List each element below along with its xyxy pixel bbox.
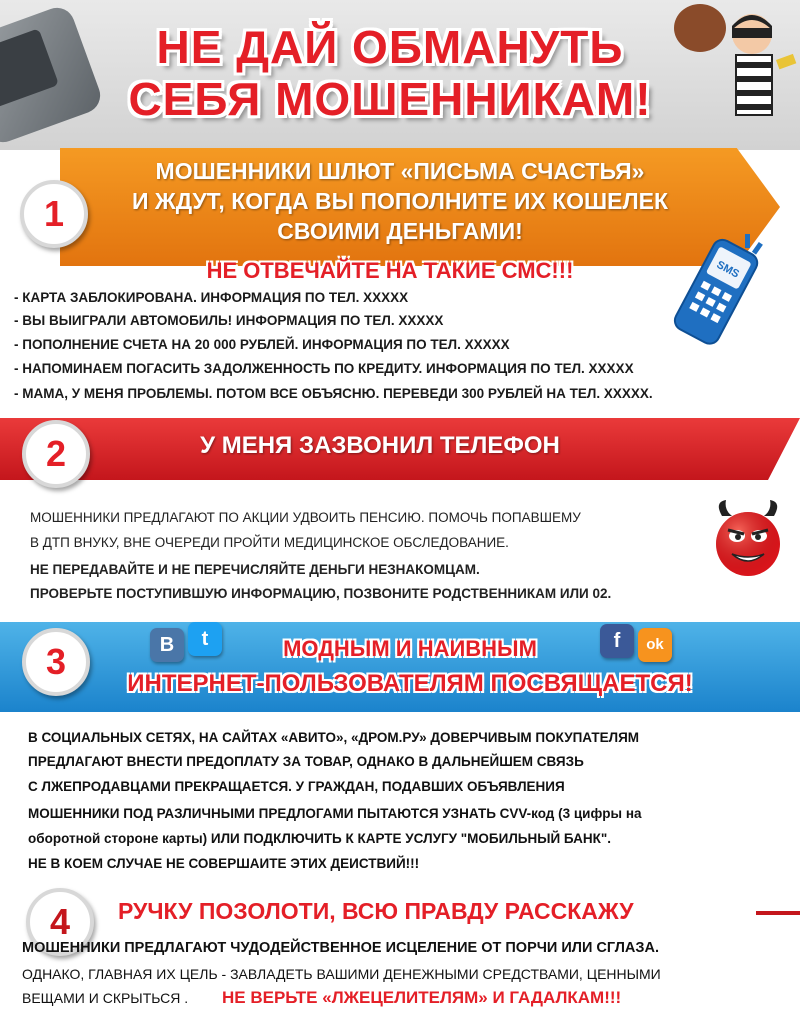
page-title-line2: СЕБЯ МОШЕННИКАМ! (128, 73, 652, 125)
section2-headline: У МЕНЯ ЗАЗВОНИЛ ТЕЛЕФОН (200, 432, 560, 459)
section3-text-line: ПРЕДЛАГАЮТ ВНЕСТИ ПРЕДОПЛАТУ ЗА ТОВАР, ОДНАКО В ДАЛЬНЕЙШЕМ СВЯЗЬ (28, 754, 584, 769)
mobile-phone-icon (665, 230, 770, 350)
section3-headline-line1: МОДНЫМ И НАИВНЫМ (283, 636, 537, 661)
sms-example: - НАПОМИНАЕМ ПОГАСИТЬ ЗАДОЛЖЕННОСТЬ ПО КРЕДИТУ. ИНФОРМАЦИЯ ПО ТЕЛ. XXXXX (14, 361, 634, 376)
sms-example: - ВЫ ВЫИГРАЛИ АВТОМОБИЛЬ! ИНФОРМАЦИЯ ПО ТЕЛ. XXXXX (14, 313, 444, 328)
section3-text2-line: МОШЕННИКИ ПОД РАЗЛИЧНЫМИ ПРЕДЛОГАМИ ПЫТАЮТСЯ УЗНАТЬ CVV-код (3 цифры на (28, 806, 642, 821)
sms-example: - ПОПОЛНЕНИЕ СЧЕТА НА 20 000 РУБЛЕЙ. ИНФОРМАЦИЯ ПО ТЕЛ. XXXXX (14, 337, 510, 352)
section2-text-line: В ДТП ВНУКУ, ВНЕ ОЧЕРЕДИ ПРОЙТИ МЕДИЦИНСКОЕ ОБСЛЕДОВАНИЕ. (30, 535, 509, 550)
section4-text-line: ОДНАКО, ГЛАВНАЯ ИХ ЦЕЛЬ - ЗАВЛАДЕТЬ ВАШИМИ ДЕНЕЖНЫМИ СРЕДСТВАМИ, ЦЕННЫМИ (22, 966, 661, 982)
section2-advice-line: НЕ ПЕРЕДАВАЙТЕ И НЕ ПЕРЕЧИСЛЯЙТЕ ДЕНЬГИ НЕЗНАКОМЦАМ. (30, 562, 480, 577)
section4-text-line: ВЕЩАМИ И СКРЫТЬСЯ . (22, 990, 189, 1006)
section1-warning: НЕ ОТВЕЧАЙТЕ НА ТАКИЕ СМС!!! (206, 258, 574, 283)
section1-headline-line3: СВОИМИ ДЕНЬГАМИ! (277, 218, 523, 244)
section1-headline-line2: И ЖДУТ, КОГДА ВЫ ПОПОЛНИТЕ ИХ КОШЕЛЕК (132, 188, 668, 214)
section3-text-line: С ЛЖЕПРОДАВЦАМИ ПРЕКРАЩАЕТСЯ. У ГРАЖДАН, ПОДАВШИХ ОБЪЯВЛЕНИЯ (28, 779, 565, 794)
section3-text2-line: НЕ В КОЕМ СЛУЧАЕ НЕ СОВЕРШАИТЕ ЭТИХ ДЕИСТВИЙ!!! (28, 856, 420, 871)
section4-headline: РУЧКУ ПОЗОЛОТИ, ВСЮ ПРАВДУ РАССКАЖУ (118, 898, 634, 924)
sms-screen-label: SMS (714, 258, 742, 281)
section4-number-badge: 4 (26, 888, 94, 956)
section1-headline-line1: МОШЕННИКИ ШЛЮТ «ПИСЬМА СЧАСТЬЯ» (155, 158, 645, 184)
section1-number-badge: 1 (20, 180, 88, 248)
section3-text-line: В СОЦИАЛЬНЫХ СЕТЯХ, НА САЙТАХ «АВИТО», «ДРОМ.РУ» ДОВЕРЧИВЫМ ПОКУПАТЕЛЯМ (28, 730, 640, 745)
section3-headline-line2: ИНТЕРНЕТ-ПОЛЬЗОВАТЕЛЯМ ПОСВЯЩАЕТСЯ! (127, 670, 693, 697)
facebook-icon: f (600, 624, 634, 658)
section2-text-line: МОШЕННИКИ ПРЕДЛАГАЮТ ПО АКЦИИ УДВОИТЬ ПЕНСИЮ. ПОМОЧЬ ПОПАВШЕМУ (30, 510, 581, 525)
twitter-icon: t (188, 622, 222, 656)
section2-number-badge: 2 (22, 420, 90, 488)
section4-warning: НЕ ВЕРЬТЕ «ЛЖЕЦЕЛИТЕЛЯМ» И ГАДАЛКАМ!!! (222, 988, 622, 1007)
page-title-line1: НЕ ДАЙ ОБМАНУТЬ (156, 21, 624, 73)
sms-example: - КАРТА ЗАБЛОКИРОВАНА. ИНФОРМАЦИЯ ПО ТЕЛ. XXXXX (14, 290, 409, 305)
vk-icon: B (150, 628, 184, 662)
thief-illustration (660, 0, 800, 150)
sms-example: - МАМА, У МЕНЯ ПРОБЛЕМЫ. ПОТОМ ВСЕ ОБЪЯСНЮ. ПЕРЕВЕДИ 300 РУБЛЕЙ НА ТЕЛ. XXXXX. (14, 386, 653, 401)
section4-divider (756, 911, 800, 915)
section2-advice-line: ПРОВЕРЬТЕ ПОСТУПИВШУЮ ИНФОРМАЦИЮ, ПОЗВОНИТЕ РОДСТВЕННИКАМ ИЛИ 02. (30, 586, 612, 601)
section3-number-badge: 3 (22, 628, 90, 696)
section4-text-line: МОШЕННИКИ ПРЕДЛАГАЮТ ЧУДОДЕЙСТВЕННОЕ ИСЦЕЛЕНИЕ ОТ ПОРЧИ ИЛИ СГЛАЗА. (22, 940, 659, 956)
section3-text2-line: оборотной стороне карты) ИЛИ ПОДКЛЮЧИТЬ К КАРТЕ УСЛУГУ "МОБИЛЬНЫЙ БАНК". (28, 831, 611, 846)
odnoklassniki-icon: ok (638, 628, 672, 662)
devil-emoji-icon (708, 496, 788, 582)
